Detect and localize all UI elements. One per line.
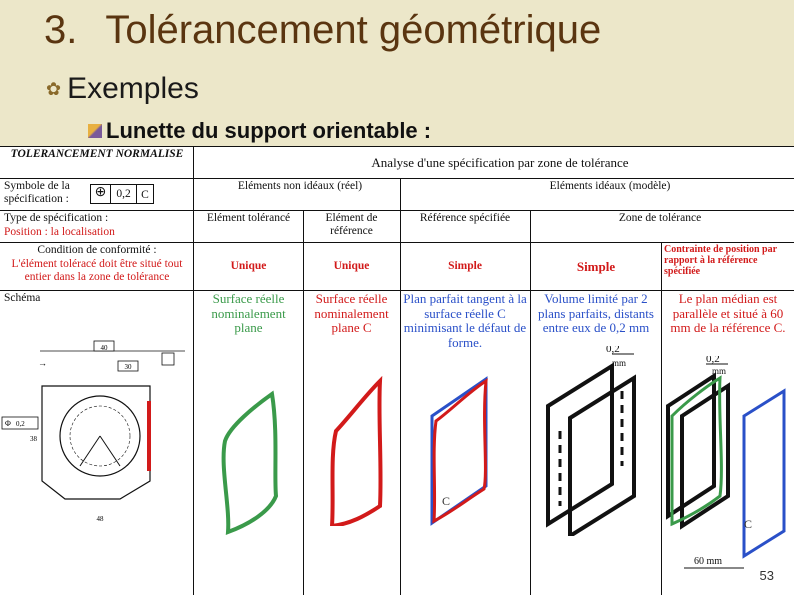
specified-reference-drawing: [420, 371, 520, 531]
part-drawing: [0, 321, 193, 595]
sub-bullet-icon: [88, 124, 102, 138]
grid-line: [400, 178, 401, 595]
grid-line: [193, 146, 194, 595]
zone-dim-unit: mm: [612, 358, 627, 368]
ideal-header: Eléments idéaux (modèle): [549, 180, 671, 192]
constraint: Contrainte de position par rapport à la référence spécifiée: [664, 244, 777, 278]
zone-c-label: C: [744, 517, 753, 531]
position-symbol-icon: ⊕: [91, 185, 111, 203]
zone-dim-02: 0,2: [606, 346, 620, 355]
dim-48-label: 48: [96, 515, 104, 523]
bullet-icon: ✿: [46, 78, 62, 99]
schema-label: Schéma: [4, 292, 41, 304]
grid-line: [0, 290, 794, 291]
conformity-value: L'élément toléracé doit être situé tout entier dans la zone de tolérance: [11, 258, 183, 283]
sym-02-label: 0,2: [16, 420, 25, 428]
symbol-label: Symbole de la spécification :: [4, 180, 70, 205]
tolerated-surface-drawing: [210, 386, 290, 536]
grid-line: [0, 178, 794, 179]
bullet-lunette-text: Lunette du support orientable :: [106, 118, 432, 143]
conformity-label: Condition de conformité :: [37, 244, 157, 256]
spec-type-label: Type de spécification :: [4, 212, 109, 224]
constraint-dim-02: 0,2: [706, 356, 720, 365]
desc-constraint: Le plan médian est parallèle et situé à 60 mm de la référence C.: [670, 291, 786, 336]
dim-38-label: 38: [30, 435, 37, 443]
bullet-lunette: [88, 118, 431, 144]
tolerance-zone-drawing: [540, 346, 660, 536]
constraint-dim-unit: mm: [712, 366, 727, 376]
phi-symbol: Φ: [5, 419, 11, 428]
col-tolerated: Elément tolérancé: [206, 212, 291, 224]
dim-30-label: 30: [124, 363, 132, 371]
symbol-ref: C: [141, 189, 149, 202]
col-reference: Elément de référence: [325, 212, 378, 237]
desc-zone: Volume limité par 2 plans parfaits, distants entre eux de 0,2 mm: [538, 291, 654, 336]
header-left: TOLERANCEMENT NORMALISE: [10, 148, 184, 160]
reference-c-label: C: [442, 494, 451, 508]
col-ref-spec: Référence spécifiée: [419, 212, 511, 224]
desc-reference: Surface réelle nominalement plane C: [314, 291, 389, 336]
title-number: 3.: [44, 8, 78, 52]
arrow-icon: →: [38, 358, 47, 368]
val-zone: Simple: [576, 259, 616, 274]
header-right: Analyse d'une spécification par zone de tolérance: [371, 155, 629, 170]
non-ideal-header: Eléments non idéaux (réel): [237, 180, 363, 192]
slide-title: [44, 8, 601, 53]
grid-line: [303, 210, 304, 595]
grid-line: [0, 242, 794, 243]
page-number: 53: [759, 568, 774, 583]
grid-line: [0, 210, 794, 211]
dim-60-label: 60 mm: [694, 556, 723, 567]
val-ref-spec: Simple: [448, 260, 482, 272]
constraint-drawing: [662, 356, 792, 591]
reference-surface-drawing: [320, 376, 400, 526]
desc-tolerated: Surface réelle nominalement plane: [211, 291, 286, 336]
spec-type-value: Position : la localisation: [4, 226, 115, 238]
symbol-frame: [90, 184, 154, 204]
col-zone: Zone de tolérance: [618, 212, 702, 224]
bullet-examples-text: Exemples: [67, 72, 199, 105]
bullet-examples: [46, 72, 199, 106]
symbol-value: 0,2: [111, 185, 137, 203]
grid-line: [0, 146, 794, 147]
val-reference: Unique: [333, 260, 370, 272]
dim-40-label: 40: [100, 344, 108, 352]
specification-table: [0, 146, 794, 595]
desc-ref-spec: Plan parfait tangent à la surface réelle C minimisant le défaut de forme.: [403, 291, 527, 350]
val-tolerated: Unique: [230, 260, 267, 272]
title-text: Tolérancement géométrique: [105, 8, 602, 52]
grid-line: [530, 210, 531, 595]
